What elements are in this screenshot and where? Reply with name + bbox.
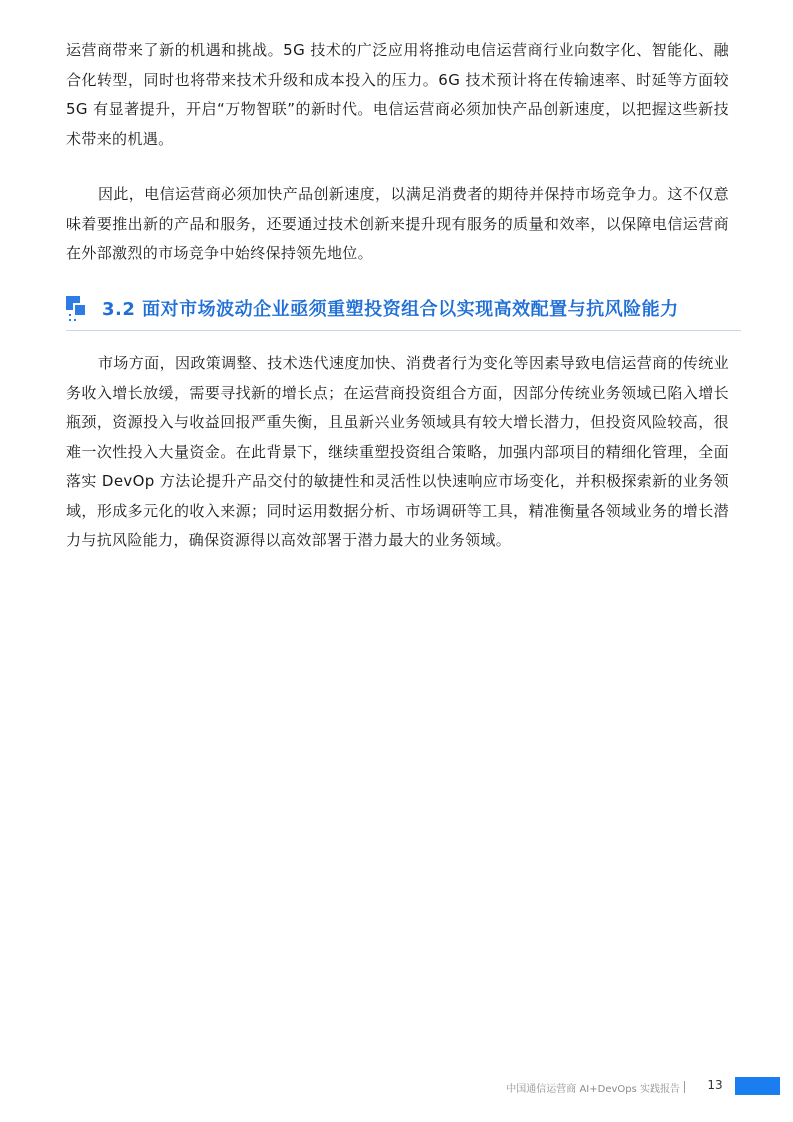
section-title: 3.2 面对市场波动企业亟须重塑投资组合以实现高效配置与抗风险能力: [102, 299, 679, 320]
section-divider: [66, 330, 741, 331]
footer-divider: [684, 1081, 685, 1093]
section-square-icon: [66, 296, 88, 318]
footer-accent-bar: [735, 1077, 780, 1095]
page-number: 13: [707, 1078, 723, 1092]
section-header: [66, 292, 741, 332]
paragraph-market-analysis: 市场方面，因政策调整、技术迭代速度加快、消费者行为变化等因素导致电信运营商的传统业务收入增长放缓，需要寻找新的增长点；在运营商投资组合方面，因部分传统业务领域已陷入增长瓶颈，资源投入与收益回报严重失衡，且虽新兴业务领域具有较大增长潜力，但投资风险较高，很难一次性投入大量资金。在此背景下，继续重塑投资组合策略，加强内部项目的精细化管理，全面落实 DevOp 方法论提升产品交付的敏捷性和灵活性以快速响应市场变化，并积极探索新的业务领域，形成多元化的收入来源；同时运用数据分析、市场调研等工具，精准衡量各领域业务的增长潜力与抗风险能力，确保资源得以高效部署于潜力最大的业务领域。: [66, 354, 729, 549]
paragraph-intro-continuation: 运营商带来了新的机遇和挑战。5G 技术的广泛应用将推动电信运营商行业向数字化、智能化、融合化转型，同时也将带来技术升级和成本投入的压力。6G 技术预计将在传输速率、时延等方面较 5G 有显著提升，开启“万物智联”的新时代。电信运营商必须加快产品创新速度，以把握这些新技术带来的机遇。: [66, 41, 729, 148]
paragraph-conclusion: 因此，电信运营商必须加快产品创新速度，以满足消费者的期待并保持市场竞争力。这不仅意味着要推出新的产品和服务，还要通过技术创新来提升现有服务的质量和效率，以保障电信运营商在外部激烈的市场竞争中始终保持领先地位。: [66, 185, 729, 262]
footer-report-title: 中国通信运营商 AI+DevOps 实践报告: [506, 1084, 680, 1095]
